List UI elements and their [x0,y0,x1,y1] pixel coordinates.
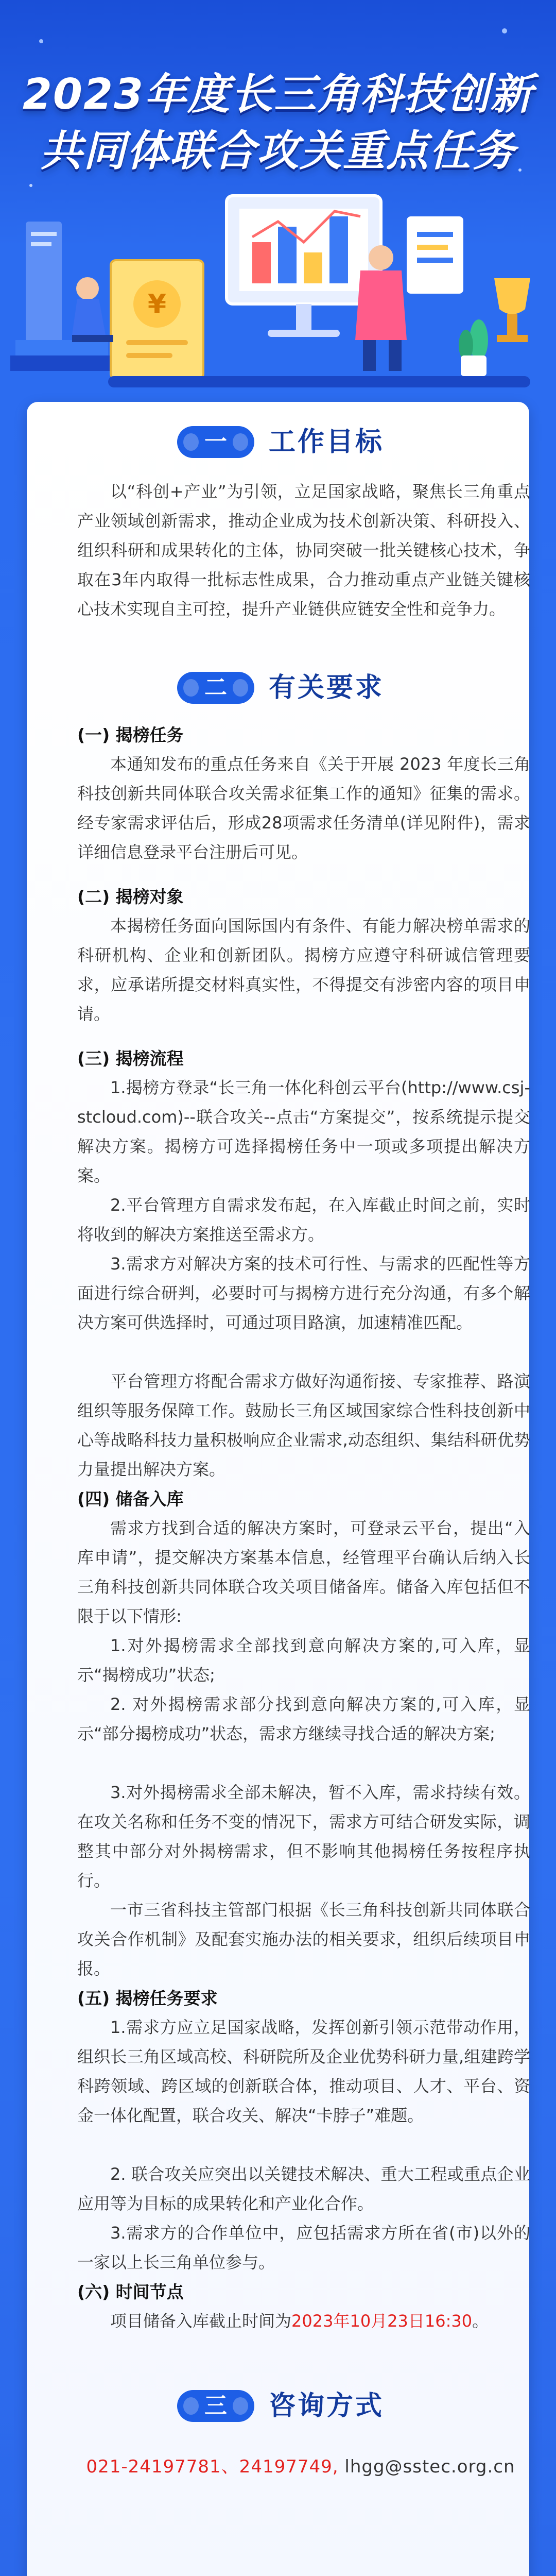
deadline-date: 2023年10月23日16:30 [291,2311,473,2331]
section-title: 工作目标 [269,427,385,457]
subheading-task: (一) 揭榜任务 [77,725,184,745]
section-title: 有关要求 [269,672,385,703]
subheading-target: (二) 揭榜对象 [77,887,184,907]
section-badge: 一 [177,426,254,458]
deadline-paragraph [77,2307,530,2336]
paragraph: 1.需求方应立足国家战略，发挥创新引领示范带动作用，组织长三角区域高校、科研院所及企业优势科研力量,组建跨学科跨领域、跨区域的创新联合体，推动项目、人才、平台、资金一体化配置，联合攻关、解决“卡脖子”难题。 [77,2018,530,2125]
paragraph: 1.揭榜方登录“长三角一体化科创云平台(http://www.csj-stcloud.com)--联合攻关--点击“方案提交”，按系统提示提交解决方案。揭榜方可选择揭榜任务中一项或多项提出解决方案。 [77,1078,530,1185]
subheading-requirements: (五) 揭榜任务要求 [77,1988,218,2008]
paragraph: 3.对外揭榜需求全部未解决，暂不入库，需求持续有效。在攻关名称和任务不变的情况下，需求方可结合研发实际，调整其中部分对外揭榜需求，但不影响其他揭榜任务按程序执行。 [77,1783,530,1890]
subheading-storage: (四) 储备入库 [77,1489,184,1509]
contact-phones[interactable]: 021-24197781、24197749, [86,2456,339,2477]
hero-banner [0,0,556,407]
paragraph: 3.需求方的合作单位中，应包括需求方所在省(市)以外的一家以上长三角单位参与。 [77,2223,530,2272]
paragraph: 3.需求方对解决方案的技术可行性、与需求的匹配性等方面进行综合研判，必要时可与揭榜方进行充分沟通，有多个解决方案可供选择时，可通过项目路演，加速精准匹配。 [77,1254,530,1332]
section-header-requirements [27,667,529,708]
paragraph: 2.平台管理方自需求发布起，在入库截止时间之前，实时将收到的解决方案推送至需求方。 [77,1195,530,1244]
paragraph: 1.对外揭榜需求全部找到意向解决方案的,可入库，显示“揭榜成功”状态; [77,1636,530,1685]
section-badge: 三 [177,2390,254,2422]
section-title: 咨询方式 [269,2391,385,2421]
section-header-goals [27,421,529,463]
page-title-line-2: 共同体联合攻关重点任务 [40,127,516,176]
section-header-contact [27,2385,529,2427]
paragraph: 2. 对外揭榜需求部分找到意向解决方案的,可入库，显示“部分揭榜成功”状态，需求方继续寻找合适的解决方案; [77,1694,530,1743]
section-badge: 二 [177,672,254,704]
paragraph: 一市三省科技主管部门根据《长三角科技创新共同体联合攻关合作机制》及配套实施办法的相关要求，组织后续项目申报。 [77,1900,530,1978]
page-title-line-1: 2023年度长三角科技创新 [22,70,534,119]
paragraph: 2. 联合攻关应突出以关键技术解决、重大工程或重点企业应用等为目标的成果转化和产业化合作。 [77,2164,530,2213]
subheading-timeline: (六) 时间节点 [77,2282,184,2302]
paragraph: 本揭榜任务面向国际国内有条件、有能力解决榜单需求的科研机构、企业和创新团队。揭榜方应遵守科研诚信管理要求，应承诺所提交材料真实性，不得提交有涉密内容的项目申请。 [77,916,530,1024]
svg-text:¥: ¥ [147,289,167,320]
paragraph: 需求方找到合适的解决方案时，可登录云平台，提出“入库申请”，提交解决方案基本信息，经管理平台确认后纳入长三角科技创新共同体联合攻关项目储备库。储备入库包括但不限于以下情形: [77,1518,530,1626]
goals-paragraph: 以“科创+产业”为引领，立足国家战略，聚焦长三角重点产业领域创新需求，推动企业成为技术创新决策、科研投入、组织科研和成果转化的主体，协同突破一批关键核心技术，争取在3年内取得一批标志性成果，合力推动重点产业链关键核心技术实现自主可控，提升产业链供应链安全性和竞争力。 [77,482,530,619]
paragraph: 本通知发布的重点任务来自《关于开展 2023 年度长三角科技创新共同体联合攻关需求征集工作的通知》征集的需求。经专家需求评估后，形成28项需求任务清单(详见附件)，需求详细信息登录平台注册后可见。 [77,754,530,862]
subheading-process: (三) 揭榜流程 [77,1048,184,1069]
paragraph: 平台管理方将配合需求方做好沟通衔接、专家推荐、路演组织等服务保障工作。鼓励长三角区域国家综合性科技创新中心等战略科技力量积极响应企业需求,动态组织、集结科研优势力量提出解决方案。 [77,1371,530,1479]
contact-email[interactable]: lhgg@sstec.org.cn [344,2456,515,2477]
contact-line [69,2452,532,2478]
deadline-prefix: 项目储备入库截止时间为 [110,2311,292,2331]
deadline-suffix: 。 [472,2311,489,2331]
content-card [27,402,529,2576]
